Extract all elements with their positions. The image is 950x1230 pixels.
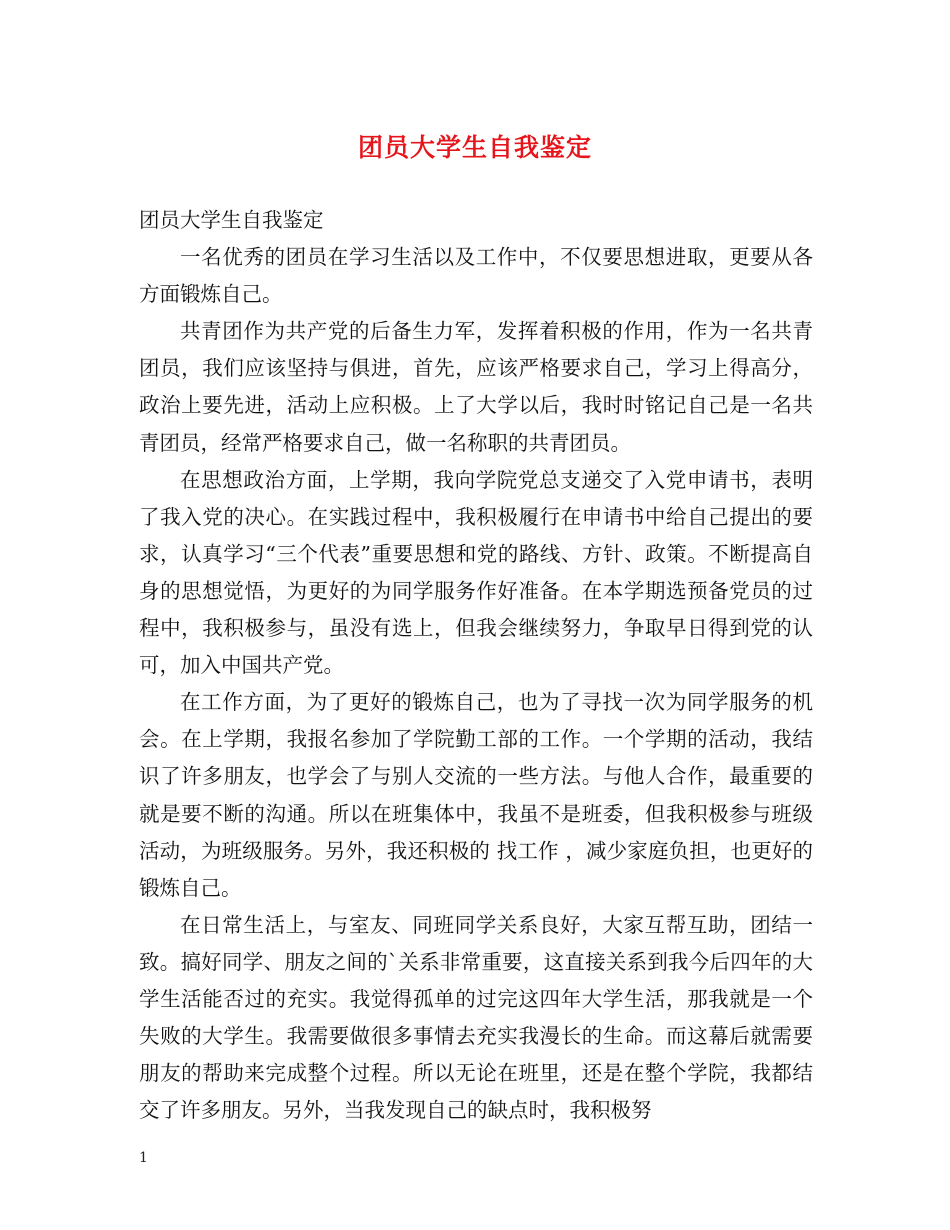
paragraph-political-thought: 在思想政治方面，上学期，我向学院党总支递交了入党申请书，表明了我入党的决心。在实践过程中，我积极履行在申请书中给自己提出的要求，认真学习“三个代表”重要思想和党的路线、方针、政策。不断提高自身的思想觉悟，为更好的为同学服务作好准备。在本学期选预备党员的过程中，我积极参与，虽没有选上，但我会继续努力，争取早日得到党的认可，加入中国共产党。	[139, 467, 813, 678]
document-title: 团员大学生自我鉴定	[357, 133, 592, 162]
paragraph-league-role: 共青团作为共产党的后备生力军，发挥着积极的作用，作为一名共青团员，我们应该坚持与俱进，首先，应该严格要求自己，学习上得高分，政治上要先进，活动上应积极。上了大学以后，我时时铭记自己是一名共青团员，经常严格要求自己，做一名称职的共青团员。	[139, 319, 813, 455]
paragraph-work: 在工作方面，为了更好的锻炼自己，也为了寻找一次为同学服务的机会。在上学期，我报名参加了学院勤工部的工作。一个学期的活动，我结识了许多朋友，也学会了与别人交流的一些方法。与他人合作，最重要的就是要不断的沟通。所以在班集体中，我虽不是班委，但我积极参与班级活动，为班级服务。另外，我还积极的 找工作 ，减少家庭负担，也更好的锻炼自己。	[139, 690, 813, 900]
paragraph-intro: 一名优秀的团员在学习生活以及工作中，不仅要思想进取，更要从各方面锻炼自己。	[139, 245, 813, 307]
document-body	[139, 202, 813, 1129]
paragraph-daily-life: 在日常生活上，与室友、同班同学关系良好，大家互帮互助，团结一致。搞好同学、朋友之间的`关系非常重要，这直接关系到我今后四年的大学生活能否过的充实。我觉得孤单的过完这四年大学生活，那我就是一个失败的大学生。我需要做很多事情去充实我漫长的生命。而这幕后就需要朋友的帮助来完成整个过程。所以无论在班里，还是在整个学院，我都结交了许多朋友。另外，当我发现自己的缺点时，我积极努	[139, 912, 813, 1123]
page-number: 1	[139, 1150, 148, 1166]
document-subtitle: 团员大学生自我鉴定	[139, 208, 324, 232]
